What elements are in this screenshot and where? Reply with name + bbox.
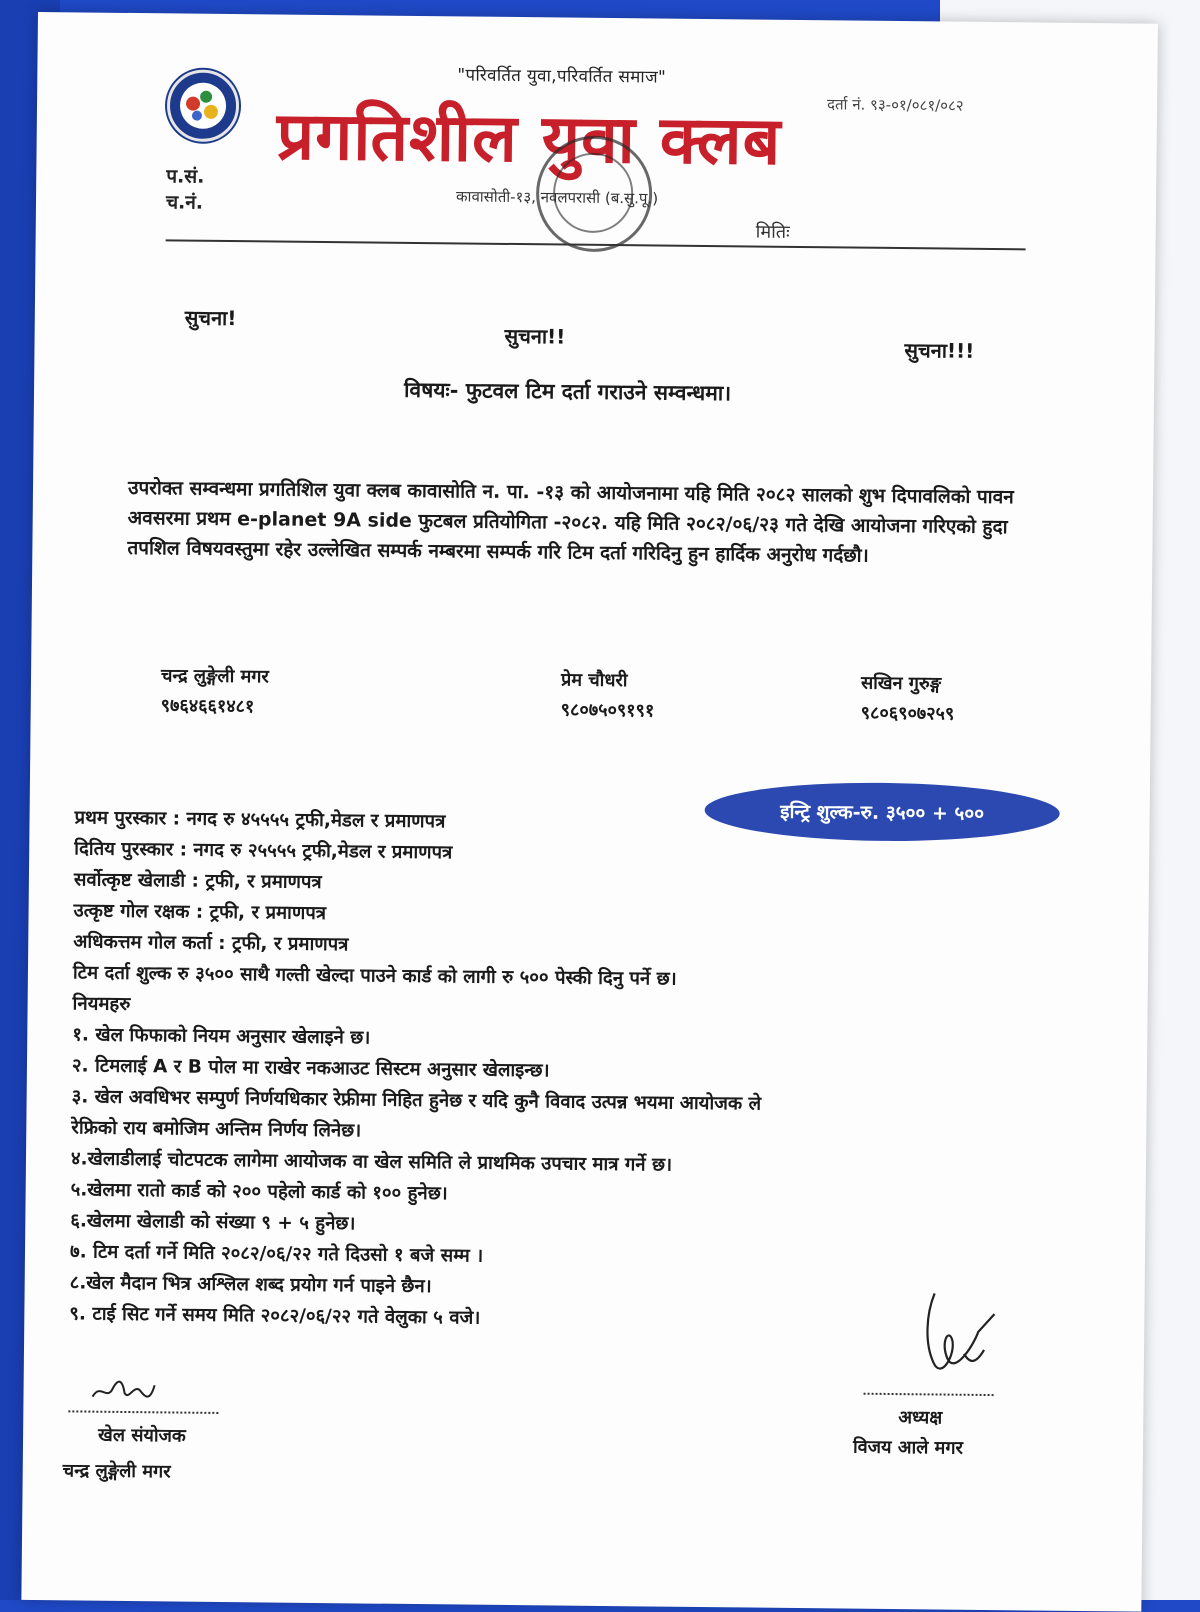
rule-item: १. खेल फिफाको नियम अनुसार खेलाइने छ।: [72, 1024, 371, 1049]
contact-3: [861, 669, 955, 730]
notice-heading-1: सुचना!: [184, 305, 237, 331]
president-name: विजय आले मगर: [852, 1436, 963, 1459]
award-best-goalkeeper: उत्कृष्ट गोल रक्षक : ट्रफी, र प्रमाणपत्र: [73, 900, 327, 925]
club-name: प्रगतिशील युवा क्लब: [276, 97, 782, 180]
coordinator-signature-icon: [88, 1375, 158, 1406]
ref-label-ps: प.सं.: [166, 165, 205, 188]
rule-item: २. टिमलाई A र B पोल मा राखेर नकआउट सिस्टम अनुसार खेलाइन्छ।: [71, 1055, 550, 1082]
reference-labels: [166, 163, 205, 215]
rule-item: ६.खेलमा खेलाडी को संख्या ९ + ५ हुनेछ।: [70, 1210, 356, 1235]
letter-sheet: [21, 12, 1158, 1612]
ref-label-chn: च.नं.: [165, 191, 204, 214]
registration-number: दर्ता नं. ९३-०१/०८१/०८२: [826, 95, 964, 115]
rule-item: ३. खेल अवधिभर सम्पुर्ण निर्णयधिकार रेफ्रीमा निहित हुनेछ र यदि कुनै विवाद उत्पन्न भयमा आयोजक ले: [71, 1086, 762, 1115]
rule-item: ९. टाई सिट गर्ने समय मिति २०८२/०६/२२ गते वेलुका ५ वजे।: [69, 1303, 481, 1329]
rule-item-continuation: रेफ्रिको राय बमोजिम अन्तिम निर्णय लिनेछ।: [71, 1117, 362, 1142]
contact-phone: ९८०७५०९१९१: [560, 699, 655, 722]
rule-item: ४.खेलाडीलाई चोटपटक लागेमा आयोजक वा खेल समिति ले प्राथमिक उपचार मात्र गर्ने छ।: [70, 1148, 673, 1176]
coordinator-name: चन्द्र लुङ्गेली मगर: [62, 1460, 171, 1483]
president-signature-icon: [904, 1283, 1005, 1394]
rule-item: ५.खेलमा रातो कार्ड को २०० पहेलो कार्ड को १०० हुनेछ।: [70, 1179, 448, 1205]
contact-phone: ९८०६९०७२५९: [860, 702, 955, 725]
club-slogan: "परिवर्तित युवा,परिवर्तित समाज": [457, 65, 667, 88]
prize-first: प्रथम पुरस्कार : नगद रु ४५५५५ ट्रफी,मेडल र प्रमाणपत्र: [74, 807, 446, 833]
registration-fee-note: टिम दर्ता शुल्क रु ३५०० साथै गल्ती खेल्दा पाउने कार्ड को लागी रु ५०० पेस्की दिनु पर्ने छ।: [72, 962, 677, 990]
details-list: [69, 802, 1024, 1339]
subject-line: विषयः- फुटवल टिम दर्ता गराउने सम्वन्धमा।: [403, 377, 732, 406]
rule-item: ८.खेल मैदान भित्र अश्लिल शब्द प्रयोग गर्न पाइने छैन।: [69, 1272, 432, 1298]
contact-name: चन्द्र लुङ्गेली मगर: [160, 665, 269, 688]
contact-name: प्रेम चौधरी: [560, 669, 628, 692]
president-title: अध्यक्ष: [898, 1407, 943, 1429]
contact-phone: ९७६४६६१४८१: [160, 695, 255, 718]
body-paragraph: उपरोक्त सम्वन्धमा प्रगतिशिल युवा क्लब कावासोति न. पा. -१३ को आयोजनामा यहि मिति २०८२ सालको शुभ दिपावलिको पावन अवसरमा प्रथम e-planet 9A side फुटबल प्रतियोगिता -२०८२. यहि मिति २०८२/०६/२३ गते देखि आयोजना गरिएको हुदा तपशिल विषयवस्तुमा रहेर उल्लेखित सम्पर्क नम्बरमा सम्पर्क गरि टिम दर्ता गरिदिनु हुन हार्दिक अनुरोध गर्दछौ।: [127, 476, 1014, 567]
notice-heading-2: सुचना!!: [504, 323, 566, 349]
rules-title: नियमहरु: [72, 993, 131, 1016]
contact-2: [561, 666, 655, 727]
club-logo-icon: [167, 69, 240, 142]
contact-name: सखिन गुरुङ्ग: [860, 672, 942, 695]
prize-second: दितिय पुरस्कार : नगद रु २५५५५ ट्रफी,मेडल र प्रमाणपत्र: [74, 838, 453, 864]
coordinator-title: खेल संयोजक: [97, 1424, 186, 1447]
rule-item: ७. टिम दर्ता गर्ने मिति २०८२/०६/२२ गते दिउसो १ बजे सम्म ।: [69, 1241, 484, 1267]
coordinator-signature-line: [68, 1410, 218, 1414]
date-label: मितिः: [755, 221, 790, 243]
contact-1: [161, 661, 269, 722]
president-signature-line: [864, 1393, 994, 1396]
entry-fee-badge: इन्ट्रि शुल्क-रु. ३५०० + ५००: [704, 781, 1060, 843]
award-top-scorer: अधिकत्तम गोल कर्ता : ट्रफी, र प्रमाणपत्र: [73, 931, 349, 956]
notice-heading-3: सुचना!!!: [904, 338, 975, 363]
club-address: कावासोती-१३, नवलपरासी (ब.सु.पू.): [455, 187, 659, 208]
award-best-player: सर्वोत्कृष्ट खेलाडी : ट्रफी, र प्रमाणपत्र: [73, 869, 322, 894]
